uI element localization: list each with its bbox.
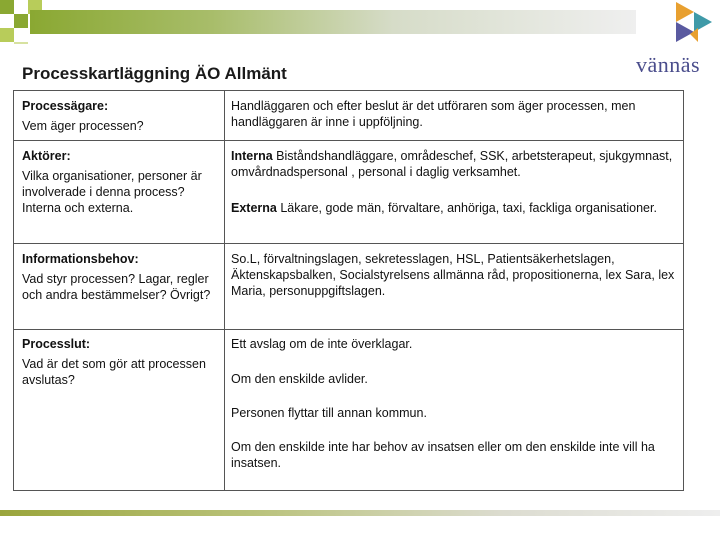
row-question: Vad är det som gör att processen avslutas? — [22, 357, 206, 387]
row-processlut-right — [231, 336, 676, 471]
square-decoration — [0, 28, 14, 42]
row-processlut-left — [22, 336, 218, 388]
row-question: Vem äger processen? — [22, 119, 144, 133]
row-answer: Personen flyttar till annan kommun. — [231, 406, 427, 420]
row-divider — [13, 329, 684, 330]
externa-label: Externa — [231, 201, 277, 215]
row-answer: Ett avslag om de inte överklagar. — [231, 337, 413, 351]
row-informationsbehov-right — [231, 251, 676, 299]
answer-interna — [231, 148, 676, 180]
row-answer: Om den enskilde inte har behov av insatsen eller om den enskilde inte vill ha insatsen. — [231, 440, 655, 470]
row-label: Processägare: — [22, 99, 109, 113]
row-informationsbehov-left — [22, 251, 218, 303]
row-label: Processlut: — [22, 337, 91, 351]
row-answer: Handläggaren och efter beslut är det utföraren som äger processen, men handläggaren är inne i uppföljning. — [231, 99, 636, 129]
externa-text: Läkare, gode män, förvaltare, anhöriga, taxi, fackliga organisationer. — [276, 201, 657, 215]
interna-text: Biståndshandläggare, områdeschef, SSK, arbetsterapeut, sjukgymnast, omvårdnadspersonal , personal i daglig verksamhet. — [231, 149, 673, 179]
row-processagare-left — [22, 98, 218, 134]
square-decoration — [14, 14, 28, 28]
row-answer: Om den enskilde avlider. — [231, 372, 368, 386]
logo-text: vännäs — [636, 52, 701, 77]
answer-externa — [231, 200, 676, 216]
row-label: Informationsbehov: — [22, 252, 139, 266]
row-divider — [13, 140, 684, 141]
row-aktorer-right — [231, 148, 676, 216]
row-processagare-right — [231, 98, 676, 130]
page-title: Processkartläggning ÄO Allmänt — [22, 64, 287, 83]
interna-label: Interna — [231, 149, 273, 163]
row-label: Aktörer: — [22, 149, 71, 163]
row-question: Vad styr processen? Lagar, regler och andra bestämmelser? Övrigt? — [22, 272, 211, 302]
row-answer: So.L, förvaltningslagen, sekretesslagen, HSL, Patientsäkerhetslagen, Äktenskapsbalken, Socialstyrelsens allmänna råd, propositionerna, lex Sara, lex Maria, personuppgiftslagen. — [231, 252, 675, 298]
square-decoration — [0, 0, 14, 14]
column-divider — [224, 90, 225, 491]
row-question: Vilka organisationer, personer är involverade i denna process? Interna och externa. — [22, 169, 202, 215]
square-decoration — [14, 42, 28, 44]
row-divider — [13, 243, 684, 244]
footer-band — [0, 510, 720, 516]
row-aktorer-left — [22, 148, 218, 216]
header-band — [30, 10, 636, 34]
